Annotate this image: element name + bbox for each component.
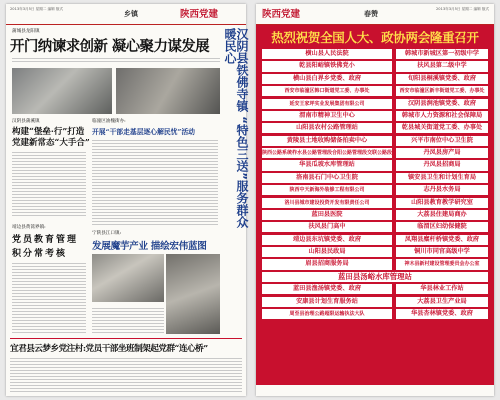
article-3-headline: 开展“干部走基层逐心解民忧”活动 [92, 128, 195, 136]
congratulation-banner [256, 25, 494, 385]
unit-name-cell: 洛南县石门中心卫生院 [262, 173, 392, 183]
article-4-body [92, 306, 164, 334]
unit-name-cell: 黄陵县土地收购储备拍卖中心 [262, 136, 392, 146]
article-5-headline-line2: 积分常考核 [12, 249, 68, 259]
bottom-article-body [10, 356, 242, 392]
unit-name-cell: 横山县白界乡党委、政府 [262, 74, 392, 84]
right-newspaper-page [256, 4, 494, 396]
unit-name-cell: 镇安县卫生和计划生育局 [396, 173, 488, 183]
left-newspaper-page [6, 4, 249, 396]
article-2-headline-line2: 党建新常态“大手合” [12, 138, 90, 148]
unit-name-cell: 汉阴县涧池镇党委、政府 [396, 99, 488, 109]
unit-name-cell: 靖边县东坑镇党委、政府 [262, 235, 392, 245]
unit-name-cell: 洛川县城市建设投资开发有限责任公司 [262, 198, 392, 208]
unit-name-cell: 扶风县门高中 [262, 222, 392, 232]
article-3-body [92, 138, 218, 226]
vertical-headline: 汉阴县铁佛寺镇 “特色三送”服务群众暖民心 [223, 28, 249, 228]
unit-name-cell: 眉县招商服务局 [262, 259, 392, 269]
article-1-photo-a [12, 68, 112, 114]
unit-name-cell: 渭南市精神卫生中心 [262, 111, 392, 121]
left-masthead: 陕西党建 [180, 9, 219, 20]
unit-name-cell: 乾县阳峪镇铁佛党小 [262, 61, 392, 71]
unit-name-cell: 蓝田县渔汤镇党委、政府 [262, 284, 392, 294]
unit-name-cell: 陕西中天新海外装修工程有限公司 [262, 185, 392, 195]
unit-name-cell: 山阳县教育教学研究室 [396, 198, 488, 208]
unit-name-cell: 丹凤县房产局 [396, 148, 488, 158]
article-1-kicker: 蒲城县龙阳镇 [12, 29, 40, 34]
unit-name-cell: 周至县治理公路超限运输执法大队 [262, 309, 392, 319]
article-4-kicker: 宁陕县江口镇: [92, 231, 122, 236]
right-page-header [256, 4, 494, 25]
unit-name-cell: 西安市临潼区新丰街道党工委、办事处 [396, 86, 488, 96]
unit-name-cell: 华县瓜坡水库管理站 [262, 160, 392, 170]
left-section-name: 乡镇 [124, 10, 138, 18]
unit-name-cell: 安康县计划生育服务站 [262, 297, 392, 307]
article-4-photo-b [166, 254, 220, 334]
unit-name-cell: 大荔县卫生产业局 [396, 297, 488, 307]
unit-name-cell: 蓝田县医院 [262, 210, 392, 220]
article-1-photo-b [116, 68, 220, 114]
article-4-photo-a [92, 254, 164, 302]
unit-name-cell: 华县杏林镇党委、政府 [396, 309, 488, 319]
unit-name-cell: 华县林业工作站 [396, 284, 488, 294]
unit-name-cell: 大荔县住建局商办 [396, 210, 488, 220]
unit-name-cell: 韩城市新城区第一初级中学 [396, 49, 488, 59]
article-4-headline: 发展魔芋产业 描绘宏伟蓝图 [92, 241, 207, 252]
unit-name-cell: 凤翔县糜杆桥镇党委、政府 [396, 235, 488, 245]
article-5-headline-line1: 党员教育管理 [12, 235, 79, 245]
bottom-headline: 宜君县云梦乡党注村:党员干部坐班制架起党群“连心桥” [10, 344, 208, 354]
left-page-header [6, 4, 246, 25]
unit-name-cell: 蓝田县汤峪水库管理站 [262, 272, 488, 282]
unit-name-cell: 延安王家坪实业发展集团有限公司 [262, 99, 392, 109]
unit-name-cell: 西安市临潼区韩口街道党工委、办事处 [262, 86, 392, 96]
left-page-date: 2013年3月5日 星期二 编辑 版式 [10, 7, 64, 11]
unit-name-cell: 山阳县农村公路管理站 [262, 123, 392, 133]
unit-name-cell: 铜川市同官高级中学 [396, 247, 488, 257]
unit-name-cell: 陕西公路系统柞水县公路管理段合阳公路管理段交联公路段 [262, 148, 392, 158]
unit-grid [262, 49, 488, 319]
unit-name-cell: 兴平市南位中心卫生院 [396, 136, 488, 146]
unit-name-cell: 旬阳县桐溪镇党委、政府 [396, 74, 488, 84]
unit-name-cell: 乾县城关街道党工委、办事处 [396, 123, 488, 133]
article-2-kicker: 汉阴县蒲溪镇 [12, 119, 40, 124]
unit-name-cell: 扶风县第二级中学 [396, 61, 488, 71]
unit-name-cell: 山阳县民政局 [262, 247, 392, 257]
banner-title: 热烈祝贺全国人大、政协两会隆重召开 [271, 30, 479, 45]
right-masthead: 陕西党建 [262, 9, 301, 20]
article-1-body [12, 56, 220, 64]
bottom-divider [10, 338, 242, 339]
right-page-date: 2013年3月5日 星期二 编辑 版式 [436, 7, 490, 11]
article-5-body [12, 261, 86, 333]
unit-name-cell: 神木县新村建设管理委员会办公室 [396, 259, 488, 269]
article-3-kicker: 临潼区油槐街办: [92, 119, 126, 124]
right-section-name: 春赞 [364, 10, 378, 18]
article-2-body [12, 150, 86, 218]
unit-name-cell: 韩城市人力资源和社会保障局 [396, 111, 488, 121]
unit-name-cell: 临渭区妇幼保健院 [396, 222, 488, 232]
article-5-kicker: 靖边县黄蒿界镇: [12, 225, 46, 230]
unit-name-cell: 横山县人民法院 [262, 49, 392, 59]
article-1-headline: 开门纳谏求创新 凝心聚力谋发展 [10, 38, 210, 55]
unit-name-cell: 志丹县水务局 [396, 185, 488, 195]
unit-name-cell: 丹凤县招商局 [396, 160, 488, 170]
article-2-headline-line1: 构建“堡垒·行”打造 [12, 127, 85, 137]
